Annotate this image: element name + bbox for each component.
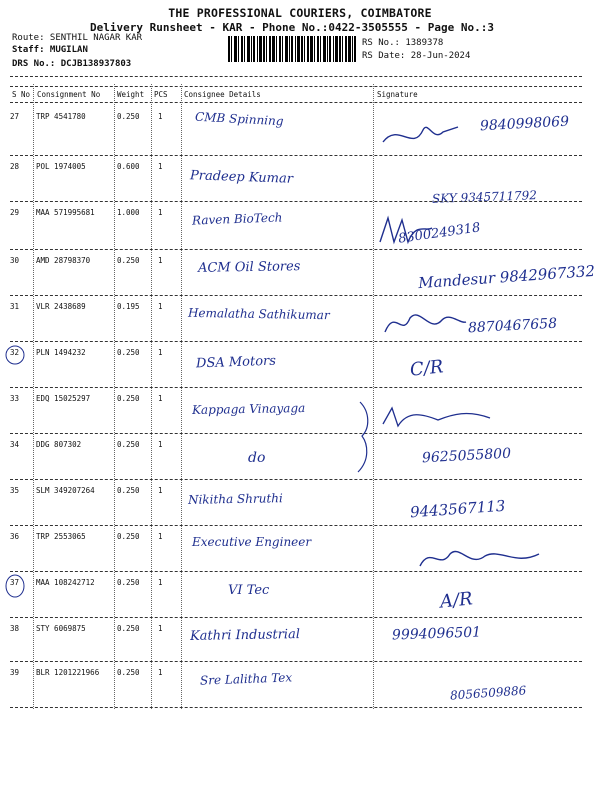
row-consignee-handwritten: Sre Lalitha Tex [199,670,293,688]
row-consignment-number: POL 1974005 [36,162,86,171]
row-pcs: 1 [158,532,163,541]
signature-scribble-icon [376,212,436,252]
row-pcs: 1 [158,208,163,217]
row-consignment-number: VLR 2438689 [36,302,86,311]
col-divider [373,84,374,709]
row-divider [10,155,582,156]
row-pcs: 1 [158,578,163,587]
row-consignee-handwritten: CMB Spinning [194,109,284,129]
row-weight: 0.250 [117,348,140,357]
row-consignment-number: TRP 4541780 [36,112,86,121]
row-consignment-number: STY 6069875 [36,624,86,633]
row-serial-number: 39 [10,668,20,677]
signature-scribble-icon [415,540,545,576]
col-header-weight: Weight [117,90,145,99]
col-header-consignee: Consignee Details [184,90,261,99]
row-pcs: 1 [158,668,163,677]
row-consignee-handwritten: Kappaga Vinayaga [191,401,306,417]
drs-number: DRS No.: DCJB138937803 [12,59,132,69]
col-header-signature: Signature [377,90,418,99]
col-header-pcs: PCS [154,90,168,99]
row-pcs: 1 [158,486,163,495]
row-signature-handwritten: 9840998069 [479,113,570,135]
row-consignment-number: SLM 349207264 [36,486,95,495]
col-divider [181,84,182,709]
row-divider [10,295,582,296]
row-divider [10,387,582,388]
row-consignment-number: MAA 108242712 [36,578,95,587]
row-signature-handwritten: A/R [438,588,474,613]
col-header-sno: S No [12,90,31,99]
row-pcs: 1 [158,302,163,311]
row-divider [10,201,582,202]
row-signature-handwritten: 8300249318 [397,220,482,247]
circle-mark-icon [3,573,29,599]
row-signature-handwritten: C/R [408,356,445,381]
row-signature-handwritten: Mandesur 9842967332 [417,261,596,293]
row-consignee-handwritten: ACM Oil Stores [197,259,301,276]
row-signature-handwritten: 9994096501 [391,624,482,644]
barcode-icon [228,36,356,62]
bracket-mark-icon [340,400,380,475]
row-consignee-handwritten: do [248,450,266,466]
company-title: THE PROFESSIONAL COURIERS, COIMBATORE [168,6,432,20]
header-bottom-rule [10,102,582,103]
row-serial-number: 31 [10,302,20,311]
row-pcs: 1 [158,440,163,449]
row-consignment-number: EDQ 15025297 [36,394,91,403]
row-serial-number: 34 [10,440,20,449]
row-weight: 0.195 [117,302,140,311]
row-weight: 0.600 [117,162,140,171]
row-pcs: 1 [158,112,163,121]
row-weight: 0.250 [117,624,140,633]
row-consignee-handwritten: Raven BioTech [191,210,283,228]
row-consignee-handwritten: VI Tec [228,583,270,598]
row-weight: 0.250 [117,394,140,403]
row-pcs: 1 [158,348,163,357]
row-consignee-handwritten: Executive Engineer [192,535,312,549]
row-divider [10,707,582,708]
row-consignee-handwritten: DSA Motors [195,353,277,372]
col-header-consignment: Consignment No [37,90,101,99]
row-consignment-number: TRP 2553065 [36,532,86,541]
rs-number: RS No.: 1389378 [362,38,444,48]
row-serial-number: 32 [10,348,20,357]
row-consignee-handwritten: Kathri Industrial [189,627,301,644]
row-consignee-handwritten: Nikitha Shruthi [187,491,283,507]
row-weight: 0.250 [117,112,140,121]
row-consignment-number: MAA 571995681 [36,208,95,217]
row-divider [10,661,582,662]
row-signature-handwritten: SKY 9345711792 [431,188,538,206]
row-serial-number: 29 [10,208,20,217]
row-weight: 0.250 [117,578,140,587]
row-signature-handwritten: 8056509886 [449,683,527,703]
row-signature-handwritten: 8870467658 [467,315,558,337]
row-divider [10,341,582,342]
row-serial-number: 36 [10,532,20,541]
row-serial-number: 37 [10,578,20,587]
route-label: Route: SENTHIL NAGAR KAR [12,33,143,43]
row-divider [10,617,582,618]
row-consignment-number: AMD 28798370 [36,256,91,265]
row-consignee-handwritten: Pradeep Kumar [189,168,294,187]
row-pcs: 1 [158,394,163,403]
signature-scribble-icon [380,304,470,342]
staff-label: Staff: MUGILAN [12,45,88,55]
row-consignment-number: PLN 1494232 [36,348,86,357]
row-signature-handwritten: 9443567113 [409,496,506,522]
signature-scribble-icon [378,112,468,152]
runsheet-subtitle: Delivery Runsheet - KAR - Phone No.:0422-3505555 - Page No.:3 [90,21,494,34]
row-weight: 1.000 [117,208,140,217]
row-weight: 0.250 [117,256,140,265]
row-consignment-number: DDG 807302 [36,440,82,449]
col-divider [33,84,34,709]
row-pcs: 1 [158,624,163,633]
row-weight: 0.250 [117,668,140,677]
table-top-rule [10,86,582,87]
row-serial-number: 30 [10,256,20,265]
row-weight: 0.250 [117,440,140,449]
row-signature-handwritten: 9625055800 [421,445,512,467]
row-divider [10,249,582,250]
row-weight: 0.250 [117,532,140,541]
rs-date: RS Date: 28-Jun-2024 [362,51,471,61]
row-pcs: 1 [158,256,163,265]
col-divider [114,84,115,709]
row-pcs: 1 [158,162,163,171]
row-consignee-handwritten: Hemalatha Sathikumar [187,305,330,323]
row-serial-number: 33 [10,394,20,403]
row-divider [10,525,582,526]
circle-mark-icon [3,343,29,367]
signature-scribble-icon [378,400,498,436]
row-serial-number: 38 [10,624,20,633]
row-serial-number: 28 [10,162,20,171]
col-divider [151,84,152,709]
row-consignment-number: BLR 1201221966 [36,668,100,677]
row-weight: 0.250 [117,486,140,495]
row-serial-number: 27 [10,112,20,121]
header-divider [10,76,582,77]
row-serial-number: 35 [10,486,20,495]
row-divider [10,479,582,480]
